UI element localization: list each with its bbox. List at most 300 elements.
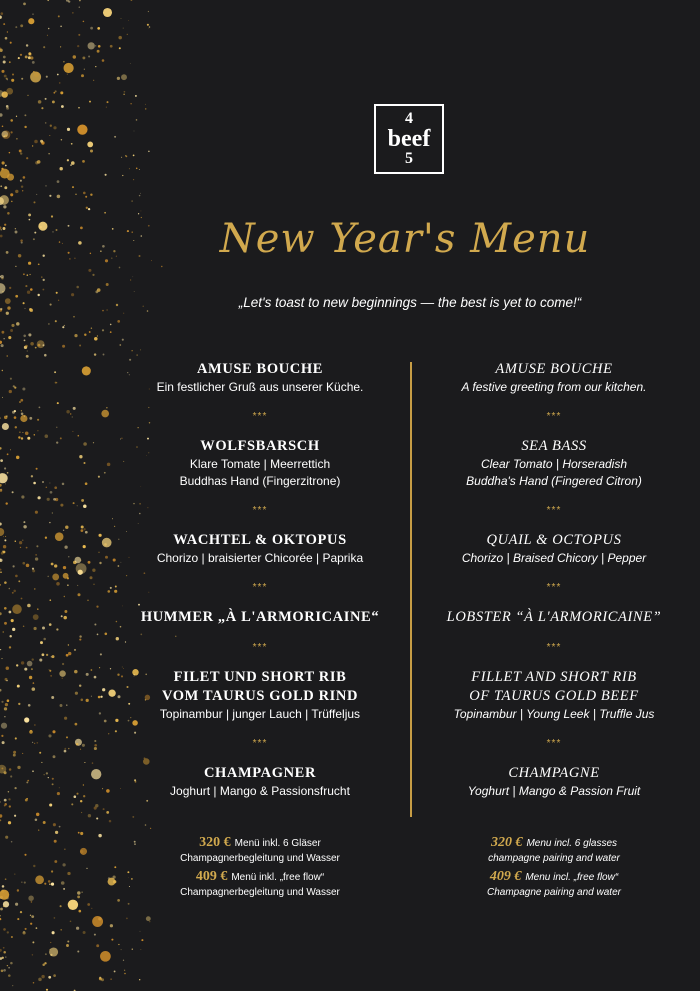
- price-line: [110, 834, 410, 851]
- sparkle-dot: [28, 52, 31, 55]
- sparkle-dot: [62, 663, 64, 665]
- sparkle-dot: [50, 304, 52, 306]
- sparkle-dot: [20, 180, 22, 182]
- sparkle-dot: [85, 482, 88, 485]
- sparkle-dot: [74, 795, 77, 798]
- sparkle-dot: [49, 670, 51, 672]
- sparkle-dot: [86, 868, 87, 869]
- menu-course: [110, 360, 410, 396]
- sparkle-dot: [145, 824, 147, 826]
- sparkle-dot: [105, 556, 108, 559]
- sparkle-dot: [130, 103, 131, 104]
- sparkle-dot: [98, 696, 101, 699]
- sparkle-dot: [16, 138, 18, 140]
- sparkle-dot: [84, 762, 85, 763]
- sparkle-dot: [43, 255, 45, 257]
- sparkle-dot: [91, 769, 101, 779]
- sparkle-dot: [102, 59, 105, 62]
- course-description: Chorizo | braisierter Chicorée | Paprika: [156, 551, 364, 565]
- sparkle-dot: [5, 678, 8, 681]
- sparkle-dot: [62, 326, 64, 328]
- sparkle-dot: [22, 753, 23, 754]
- sparkle-dot: [77, 124, 87, 134]
- menu-course: [404, 531, 700, 567]
- sparkle-dot: [20, 399, 23, 402]
- course-title: CHAMPAGNER: [203, 765, 317, 781]
- sparkle-dot: [62, 483, 65, 486]
- sparkle-dot: [150, 828, 151, 829]
- sparkle-dot: [131, 0, 133, 1]
- sparkle-dot: [105, 259, 108, 262]
- sparkle-dot: [16, 664, 18, 666]
- sparkle-dot: [94, 807, 97, 810]
- sparkle-dot: [52, 931, 55, 934]
- sparkle-dot: [52, 573, 59, 580]
- sparkle-dot: [16, 116, 17, 117]
- sparkle-dot: [48, 153, 49, 154]
- sparkle-dot: [121, 949, 122, 950]
- sparkle-dot: [11, 936, 13, 938]
- sparkle-dot: [90, 149, 93, 152]
- sparkle-dot: [18, 703, 20, 705]
- sparkle-dot: [0, 584, 1, 586]
- sparkle-dot: [133, 155, 135, 157]
- sparkle-dot: [57, 402, 59, 404]
- sparkle-dot: [34, 232, 36, 234]
- sparkle-dot: [10, 42, 12, 44]
- sparkle-dot: [96, 605, 98, 607]
- sparkle-dot: [1, 735, 3, 737]
- sparkle-dot: [0, 814, 2, 817]
- sparkle-dot: [37, 608, 39, 610]
- sparkle-dot: [69, 258, 71, 260]
- sparkle-dot: [27, 290, 30, 293]
- brand-logo: [374, 104, 444, 174]
- sparkle-dot: [94, 337, 98, 341]
- sparkle-dot: [81, 525, 84, 528]
- menu-course: [110, 764, 410, 800]
- sparkle-dot: [19, 541, 22, 544]
- sparkle-dot: [67, 940, 69, 942]
- sparkle-dot: [38, 222, 47, 231]
- sparkle-dot: [50, 491, 53, 494]
- sparkle-dot: [3, 545, 6, 548]
- sparkle-dot: [72, 431, 73, 432]
- sparkle-dot: [72, 12, 73, 13]
- sparkle-dot: [102, 245, 105, 248]
- sparkle-dot: [132, 948, 133, 949]
- sparkle-dot: [38, 829, 39, 830]
- sparkle-dot: [23, 3, 26, 6]
- sparkle-dot: [68, 652, 71, 655]
- sparkle-dot: [2, 423, 9, 430]
- sparkle-dot: [12, 491, 14, 493]
- sparkle-dot: [63, 63, 73, 73]
- sparkle-dot: [5, 536, 6, 537]
- sparkle-dot: [42, 481, 44, 483]
- sparkle-dot: [64, 750, 67, 753]
- sparkle-dot: [148, 11, 149, 12]
- sparkle-dot: [67, 584, 69, 586]
- sparkle-dot: [21, 495, 24, 498]
- sparkle-dot: [21, 413, 24, 416]
- sparkle-dot: [59, 826, 61, 828]
- sparkle-dot: [52, 512, 53, 513]
- sparkle-dot: [21, 78, 23, 80]
- sparkle-dot: [0, 484, 2, 487]
- sparkle-dot: [52, 778, 54, 780]
- sparkle-dot: [80, 800, 82, 802]
- sparkle-dot: [26, 781, 28, 783]
- sparkle-dot: [124, 91, 126, 93]
- sparkle-dot: [139, 979, 140, 980]
- course-separator: ***: [252, 738, 268, 749]
- sparkle-dot: [7, 931, 9, 933]
- sparkle-dot: [64, 546, 67, 549]
- sparkle-dot: [26, 547, 28, 549]
- sparkle-dot: [61, 105, 64, 108]
- sparkle-dot: [30, 288, 33, 291]
- sparkle-dot: [51, 870, 53, 872]
- sparkle-dot: [76, 743, 79, 746]
- sparkle-dot: [78, 832, 80, 834]
- sparkle-dot: [102, 688, 105, 691]
- sparkle-dot: [146, 800, 148, 802]
- sparkle-dot: [148, 225, 150, 227]
- sparkle-dot: [63, 616, 67, 620]
- sparkle-dot: [37, 340, 45, 348]
- sparkle-dot: [76, 563, 87, 574]
- sparkle-dot: [0, 229, 1, 230]
- sparkle-dot: [127, 34, 128, 35]
- menu-course: [404, 608, 700, 627]
- sparkle-dot: [33, 614, 39, 620]
- sparkle-dot: [73, 502, 75, 504]
- sparkle-dot: [101, 410, 109, 418]
- sparkle-dot: [102, 329, 104, 331]
- sparkle-dot: [79, 455, 82, 458]
- sparkle-dot: [110, 331, 112, 333]
- sparkle-dot: [75, 194, 76, 195]
- course-title: FILLET AND SHORT RIB: [471, 669, 637, 685]
- sparkle-dot: [75, 723, 78, 726]
- sparkle-dot: [64, 849, 65, 850]
- sparkle-dot: [51, 883, 54, 886]
- sparkle-dot: [97, 288, 101, 292]
- sparkle-dot: [32, 145, 33, 146]
- sparkle-dot: [21, 661, 24, 664]
- sparkle-dot: [83, 545, 86, 548]
- sparkle-dot: [97, 27, 100, 30]
- sparkle-dot: [122, 339, 124, 341]
- sparkle-dot: [60, 91, 63, 94]
- sparkle-dot: [43, 638, 46, 641]
- sparkle-dot: [14, 387, 16, 389]
- sparkle-dot: [99, 562, 101, 564]
- sparkle-dot: [27, 350, 28, 351]
- course-title: SEA BASS: [521, 438, 587, 454]
- sparkle-dot: [5, 135, 8, 138]
- sparkle-dot: [29, 417, 32, 420]
- sparkle-dot: [125, 155, 126, 156]
- sparkle-dot: [119, 344, 121, 346]
- sparkle-dot: [13, 754, 16, 757]
- sparkle-dot: [88, 42, 95, 49]
- sparkle-dot: [87, 599, 89, 601]
- sparkle-dot: [0, 235, 3, 238]
- sparkle-dot: [31, 915, 34, 918]
- sparkle-dot: [98, 534, 101, 537]
- sparkle-dot: [19, 401, 21, 403]
- sparkle-dot: [49, 669, 50, 670]
- sparkle-dot: [2, 741, 5, 744]
- sparkle-dot: [141, 235, 143, 237]
- sparkle-dot: [80, 227, 83, 230]
- sparkle-dot: [33, 482, 36, 485]
- sparkle-dot: [50, 954, 52, 956]
- sparkle-dot: [7, 31, 8, 32]
- sparkle-dot: [4, 805, 6, 807]
- sparkle-dot: [36, 194, 37, 195]
- sparkle-dot: [37, 294, 39, 296]
- sparkle-dot: [91, 669, 93, 671]
- sparkle-dot: [31, 668, 33, 670]
- sparkle-dot: [149, 26, 151, 28]
- sparkle-dot: [23, 931, 26, 934]
- sparkle-dot: [15, 26, 17, 28]
- sparkle-dot: [60, 504, 63, 507]
- course-title: FILET UND SHORT RIB: [173, 669, 347, 685]
- sparkle-dot: [0, 528, 4, 536]
- sparkle-dot: [62, 863, 65, 866]
- sparkle-dot: [2, 161, 5, 164]
- sparkle-dot: [77, 950, 79, 952]
- course-description: Buddha's Hand (Fingered Citron): [466, 474, 642, 488]
- sparkle-dot: [25, 432, 29, 436]
- sparkle-dot: [40, 641, 43, 644]
- sparkle-dot: [66, 410, 69, 413]
- sparkle-dot: [32, 954, 33, 955]
- sparkle-dot: [0, 185, 2, 187]
- sparkle-dot: [60, 46, 61, 47]
- sparkle-dot: [134, 131, 135, 132]
- sparkle-dot: [33, 982, 35, 984]
- sparkle-dot: [25, 345, 28, 348]
- sparkle-dot: [30, 915, 31, 916]
- sparkle-dot: [68, 748, 69, 749]
- sparkle-dot: [53, 755, 56, 758]
- price-line: [110, 868, 410, 885]
- sparkle-dot: [81, 74, 84, 77]
- sparkle-dot: [5, 703, 8, 706]
- sparkle-dot: [46, 654, 48, 656]
- sparkle-dot: [57, 195, 61, 199]
- sparkle-dot: [49, 522, 50, 523]
- sparkle-dot: [53, 498, 56, 501]
- sparkle-dot: [132, 816, 134, 818]
- sparkle-dot: [54, 860, 57, 863]
- sparkle-dot: [1, 70, 4, 73]
- sparkle-dot: [81, 529, 84, 532]
- sparkle-dot: [110, 924, 113, 927]
- sparkle-dot: [44, 883, 46, 885]
- sparkle-dot: [87, 903, 90, 906]
- sparkle-dot: [10, 449, 11, 450]
- sparkle-dot: [29, 274, 30, 275]
- sparkle-dot: [106, 407, 107, 408]
- course-separator: ***: [546, 582, 562, 593]
- sparkle-dot: [23, 525, 26, 528]
- sparkle-dot: [8, 798, 10, 800]
- sparkle-dot: [67, 872, 70, 875]
- sparkle-dot: [98, 552, 99, 553]
- sparkle-dot: [35, 557, 38, 560]
- sparkle-dot: [21, 185, 23, 187]
- sparkle-dot: [26, 44, 28, 46]
- sparkle-dot: [7, 355, 8, 356]
- sparkle-dot: [85, 531, 88, 534]
- sparkle-dot: [0, 949, 2, 952]
- sparkle-dot: [64, 717, 67, 720]
- sparkle-dot: [38, 496, 41, 499]
- course-description: Topinambur | junger Lauch | Trüffeljus: [159, 707, 361, 721]
- sparkle-dot: [135, 95, 137, 97]
- sparkle-dot: [15, 903, 18, 906]
- sparkle-dot: [0, 918, 1, 920]
- sparkle-dot: [17, 685, 20, 688]
- sparkle-dot: [34, 724, 35, 725]
- sparkle-dot: [33, 682, 35, 684]
- sparkle-dot: [25, 55, 28, 58]
- sparkle-dot: [121, 18, 122, 19]
- course-separator: ***: [546, 642, 562, 653]
- sparkle-dot: [77, 45, 79, 47]
- sparkle-dot: [51, 215, 53, 217]
- sparkle-dot: [2, 397, 3, 398]
- sparkle-dot: [4, 224, 6, 226]
- sparkle-dot: [5, 956, 6, 957]
- sparkle-dot: [91, 327, 92, 328]
- sparkle-dot: [35, 161, 38, 164]
- sparkle-dot: [123, 28, 124, 29]
- sparkle-dot: [96, 944, 99, 947]
- course-description: Ein festlicher Gruß aus unserer Küche.: [156, 380, 364, 394]
- sparkle-dot: [7, 699, 10, 702]
- sparkle-dot: [23, 521, 25, 523]
- price-description: Menü inkl. „free flow“: [231, 872, 325, 883]
- sparkle-dot: [130, 279, 131, 280]
- sparkle-dot: [33, 14, 34, 15]
- sparkle-dot: [15, 575, 18, 578]
- sparkle-dot: [35, 875, 44, 884]
- sparkle-dot: [111, 939, 113, 941]
- sparkle-dot: [138, 255, 140, 257]
- sparkle-dot: [28, 333, 31, 336]
- sparkle-dot: [3, 928, 6, 931]
- sparkle-dot: [71, 293, 74, 296]
- sparkle-dot: [42, 653, 45, 656]
- sparkle-dot: [22, 540, 23, 541]
- sparkle-dot: [44, 354, 47, 357]
- sparkle-dot: [126, 918, 128, 920]
- course-title: QUAIL & OCTOPUS: [486, 532, 622, 548]
- sparkle-dot: [71, 161, 75, 165]
- sparkle-dot: [92, 274, 94, 276]
- sparkle-dot: [76, 793, 78, 795]
- sparkle-dot: [92, 569, 95, 572]
- sparkle-dot: [140, 193, 141, 194]
- sparkle-dot: [8, 967, 10, 969]
- sparkle-dot: [21, 410, 22, 411]
- sparkle-dot: [93, 80, 94, 81]
- sparkle-dot: [0, 49, 3, 52]
- sparkle-dot: [100, 696, 102, 698]
- sparkle-dot: [139, 169, 140, 170]
- sparkle-dot: [10, 329, 13, 332]
- sparkle-dot: [8, 974, 11, 977]
- sparkle-dot: [59, 670, 65, 676]
- menu-course: [110, 608, 410, 627]
- course-title: AMUSE BOUCHE: [196, 361, 324, 377]
- sparkle-dot: [6, 666, 9, 669]
- sparkle-dot: [4, 75, 7, 78]
- sparkle-dot: [3, 227, 6, 230]
- sparkle-dot: [161, 266, 162, 267]
- sparkle-dot: [11, 619, 14, 622]
- sparkle-dot: [106, 283, 109, 286]
- sparkle-dot: [34, 627, 37, 630]
- sparkle-dot: [51, 656, 52, 657]
- sparkle-dot: [68, 252, 70, 254]
- sparkle-dot: [34, 588, 35, 589]
- sparkle-dot: [27, 604, 31, 608]
- sparkle-dot: [128, 20, 129, 21]
- sparkle-dot: [3, 205, 6, 208]
- sparkle-dot: [104, 472, 106, 474]
- sparkle-dot: [43, 344, 45, 346]
- sparkle-dot: [81, 499, 84, 502]
- sparkle-dot: [79, 6, 80, 7]
- sparkle-dot: [80, 832, 83, 835]
- sparkle-dot: [4, 622, 7, 625]
- price-block-german: [110, 834, 410, 902]
- sparkle-dot: [56, 292, 58, 294]
- sparkle-dot: [133, 240, 134, 241]
- price-line: [404, 834, 700, 851]
- sparkle-dot: [89, 101, 91, 103]
- sparkle-dot: [32, 61, 35, 64]
- sparkle-dot: [18, 254, 21, 257]
- sparkle-dot: [136, 168, 138, 170]
- sparkle-dot: [15, 231, 18, 234]
- sparkle-dot: [4, 581, 7, 584]
- sparkle-dot: [52, 783, 54, 785]
- sparkle-dot: [60, 905, 62, 907]
- sparkle-dot: [55, 90, 57, 92]
- sparkle-dot: [100, 951, 111, 962]
- sparkle-dot: [132, 276, 133, 277]
- sparkle-dot: [118, 944, 119, 945]
- sparkle-dot: [86, 699, 89, 702]
- sparkle-dot: [82, 56, 85, 59]
- sparkle-dot: [9, 152, 11, 154]
- sparkle-dot: [139, 195, 140, 196]
- sparkle-dot: [38, 978, 42, 982]
- sparkle-dot: [97, 335, 98, 336]
- sparkle-dot: [76, 286, 79, 289]
- sparkle-dot: [61, 615, 63, 617]
- sparkle-dot: [28, 262, 31, 265]
